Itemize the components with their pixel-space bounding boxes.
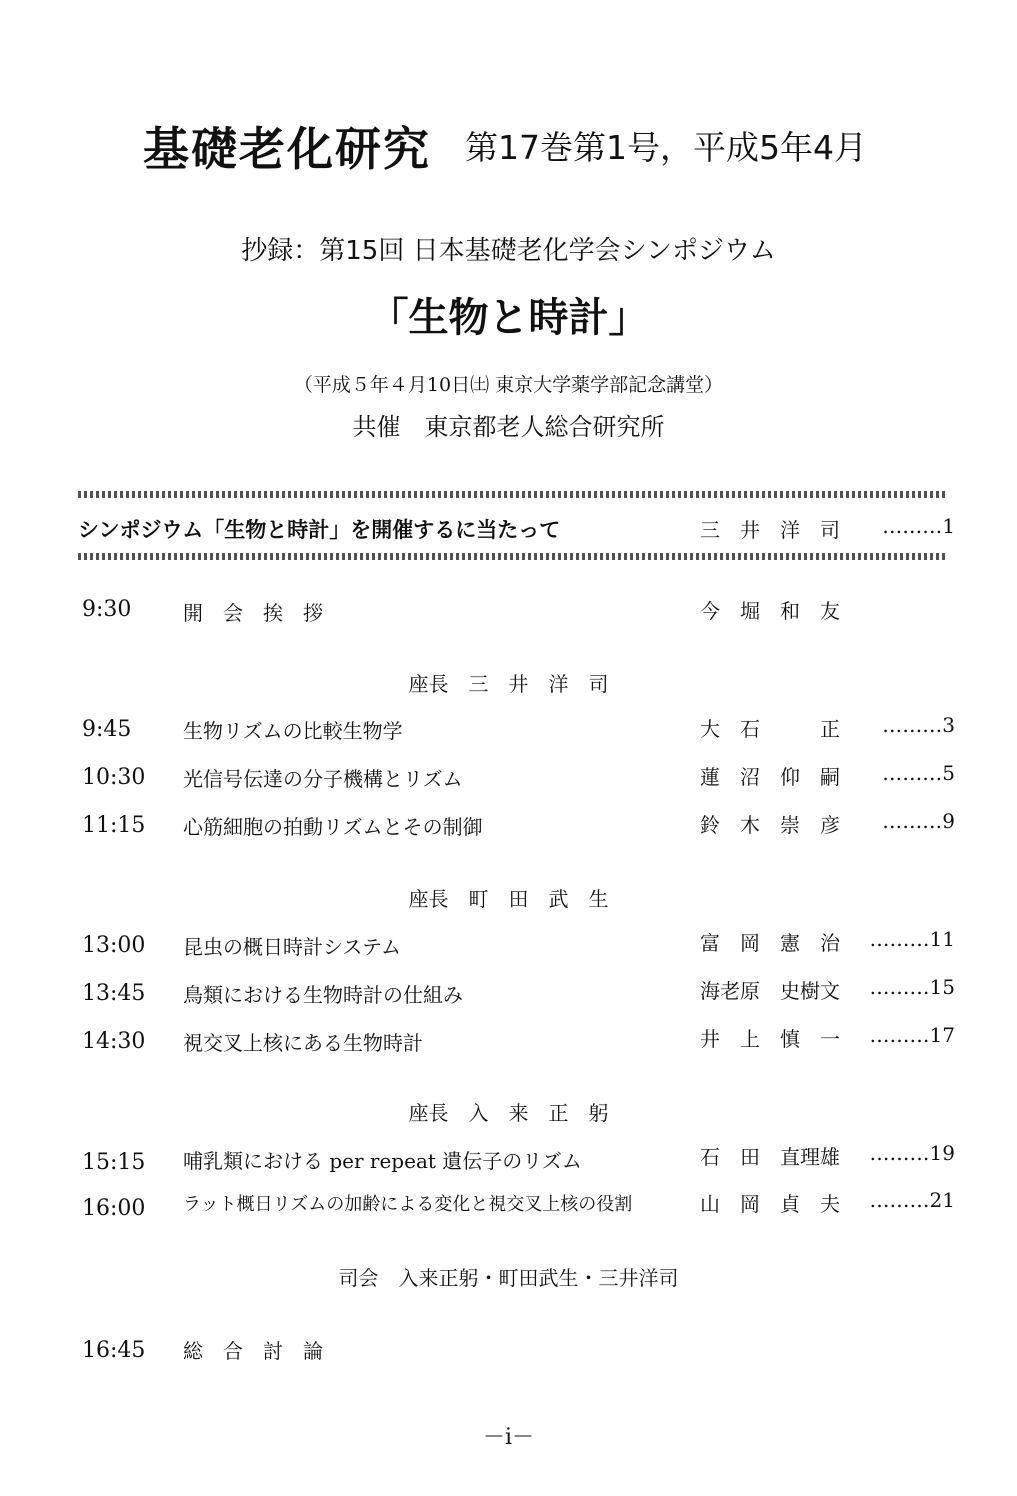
schedule-speaker: 大 石 正 [700, 717, 840, 741]
page-number: －i－ [482, 1425, 535, 1450]
schedule-time: 10:30 [82, 765, 146, 790]
schedule-title: 生物リズムの比較生物学 [183, 719, 403, 743]
schedule-title: 心筋細胞の拍動リズムとその制御 [183, 815, 483, 839]
abstract-line: 抄録：第15回 日本基礎老化学会シンポジウム [241, 236, 776, 266]
session-chair: 座長 三 井 洋 司 [408, 672, 609, 696]
schedule-page: ………3 [882, 713, 955, 737]
schedule-time: 13:45 [82, 981, 146, 1006]
issue-info: 第17巻第1号，平成5年4月 [465, 128, 867, 167]
journal-title: 基礎老化研究 [143, 122, 431, 176]
venue-line: （平成５年４月10日㈯ 東京大学薬学部記念講堂） [293, 374, 724, 396]
schedule-title: 光信号伝達の分子機構とリズム [183, 767, 463, 791]
opening-remark-author: 三 井 洋 司 [700, 518, 840, 542]
schedule-time: 9:30 [82, 597, 132, 622]
cohost-line: 共催 東京都老人総合研究所 [352, 413, 665, 441]
schedule-page: ………5 [882, 761, 955, 785]
schedule-page: ………21 [869, 1188, 955, 1212]
schedule-time: 13:00 [82, 933, 146, 958]
opening-remark-title: シンポジウム「生物と時計」を開催するに当たって [78, 517, 561, 542]
schedule-title: 開 会 挨 拶 [183, 601, 323, 625]
schedule-page: ………19 [869, 1141, 955, 1165]
symposium-title: 「生物と時計」 [368, 294, 649, 341]
schedule-speaker: 石 田 直理雄 [700, 1145, 840, 1169]
schedule-page: ………9 [882, 809, 955, 833]
schedule-title: 鳥類における生物時計の仕組み [183, 983, 463, 1007]
opening-remark-page: ………1 [882, 514, 955, 538]
schedule-page: ………15 [869, 975, 955, 999]
schedule-time: 14:30 [82, 1029, 146, 1054]
session-chair: 座長 町 田 武 生 [408, 887, 609, 911]
schedule-speaker: 蓮 沼 仰 嗣 [700, 765, 840, 789]
wavy-divider-top [78, 491, 946, 498]
schedule-speaker: 鈴 木 崇 彦 [700, 813, 840, 837]
schedule-time: 9:45 [82, 717, 132, 742]
schedule-time: 11:15 [82, 813, 146, 838]
schedule-title: 哺乳類における per repeat 遺伝子のリズム [183, 1149, 582, 1173]
session-chair: 座長 入 来 正 躬 [408, 1101, 609, 1125]
schedule-speaker: 今 堀 和 友 [700, 599, 840, 623]
schedule-speaker: 海老原 史樹文 [700, 979, 840, 1003]
schedule-speaker: 富 岡 憲 治 [700, 931, 840, 955]
schedule-title: 昆虫の概日時計システム [183, 935, 401, 959]
schedule-time: 16:45 [82, 1338, 146, 1363]
schedule-time: 16:00 [82, 1196, 146, 1221]
schedule-page: ………17 [869, 1023, 955, 1047]
schedule-time: 15:15 [82, 1150, 146, 1175]
schedule-page: ………11 [869, 927, 955, 951]
schedule-speaker: 井 上 慎 一 [700, 1027, 840, 1051]
schedule-title: ラット概日リズムの加齢による変化と視交叉上核の役割 [183, 1194, 633, 1215]
wavy-divider-bottom [78, 553, 946, 560]
schedule-title: 視交叉上核にある生物時計 [183, 1031, 423, 1055]
schedule-title: 総 合 討 論 [183, 1339, 323, 1363]
moderator-note: 司会 入来正躬・町田武生・三井洋司 [338, 1266, 679, 1290]
schedule-speaker: 山 岡 貞 夫 [700, 1192, 840, 1216]
